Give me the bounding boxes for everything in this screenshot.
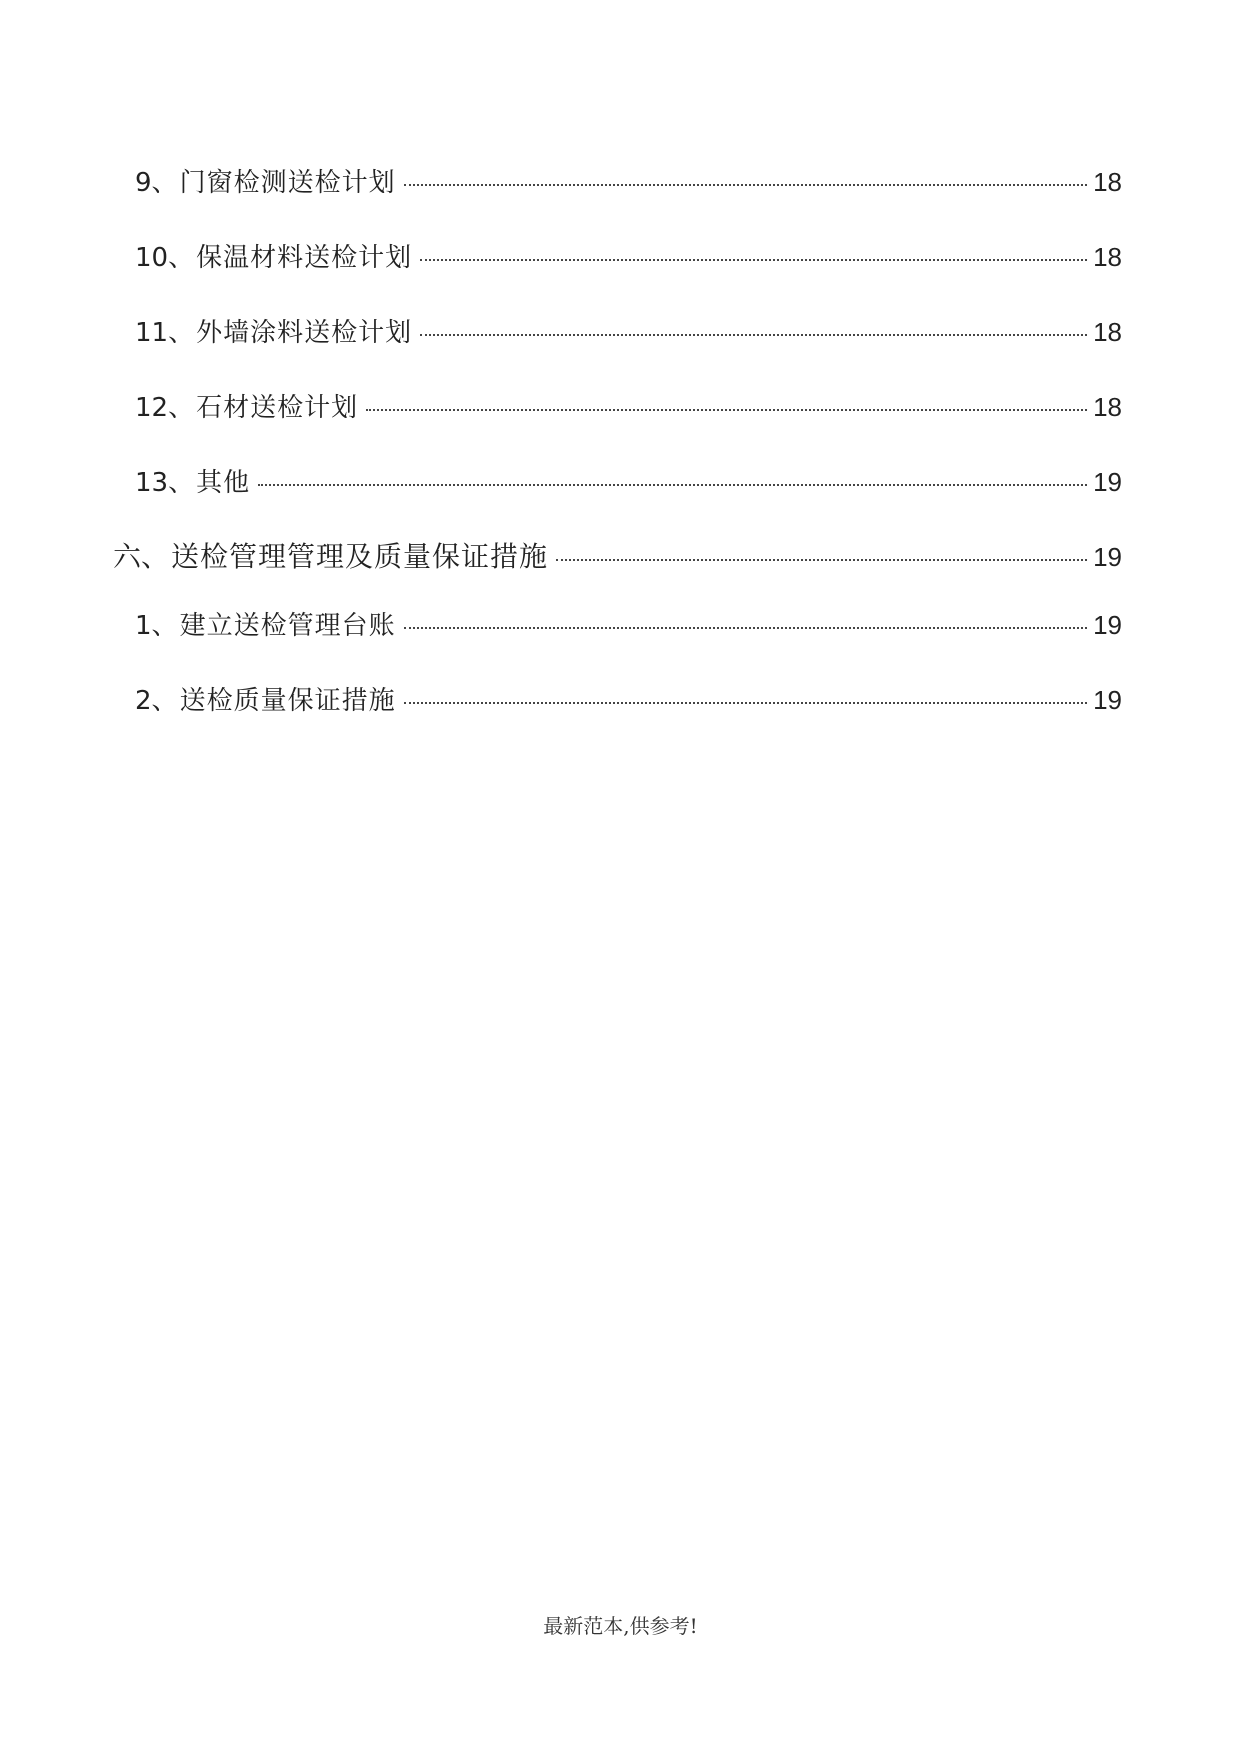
toc-entry-separator: 、 bbox=[168, 468, 195, 498]
toc-entry-11[interactable] bbox=[135, 312, 1122, 349]
toc-dot-leader bbox=[556, 559, 1087, 561]
toc-entry-number: 9 bbox=[135, 168, 152, 198]
toc-entry-6-1[interactable] bbox=[135, 605, 1122, 642]
toc-entry-number: 13 bbox=[135, 468, 169, 498]
toc-dot-leader bbox=[258, 484, 1087, 486]
toc-entry-title: 送检质量保证措施 bbox=[179, 686, 396, 716]
toc-entry-title: 外墙涂料送检计划 bbox=[196, 318, 413, 348]
toc-entry-page: 18 bbox=[1093, 242, 1122, 272]
toc-entry-number: 12 bbox=[135, 393, 169, 423]
toc-dot-leader bbox=[404, 702, 1088, 704]
toc-entry-10[interactable] bbox=[135, 237, 1122, 274]
toc-entry-12[interactable] bbox=[135, 387, 1122, 424]
toc-entry-page: 19 bbox=[1093, 685, 1122, 715]
toc-entry-page: 19 bbox=[1093, 542, 1122, 572]
toc-entry-separator: 、 bbox=[141, 540, 170, 573]
page-footer: 最新范本,供参考! bbox=[543, 1614, 698, 1638]
toc-entry-13[interactable] bbox=[135, 462, 1122, 499]
toc-dot-leader bbox=[404, 627, 1088, 629]
toc-entry-number: 2 bbox=[135, 686, 152, 716]
toc-entry-title: 门窗检测送检计划 bbox=[179, 168, 396, 198]
toc-entry-separator: 、 bbox=[168, 243, 195, 273]
toc-entry-separator: 、 bbox=[151, 611, 178, 641]
toc-entry-page: 18 bbox=[1093, 392, 1122, 422]
toc-entry-title: 其他 bbox=[196, 468, 251, 498]
toc-entry-separator: 、 bbox=[151, 686, 178, 716]
toc-entry-title: 送检管理管理及质量保证措施 bbox=[171, 540, 549, 573]
toc-dot-leader bbox=[420, 334, 1087, 336]
toc-entry-separator: 、 bbox=[151, 168, 178, 198]
toc-entry-number: 1 bbox=[135, 611, 152, 641]
toc-entry-section-6[interactable] bbox=[113, 535, 1122, 575]
toc-entry-page: 18 bbox=[1093, 317, 1122, 347]
toc-entry-page: 18 bbox=[1093, 167, 1122, 197]
toc-entry-page: 19 bbox=[1093, 610, 1122, 640]
toc-entry-number: 六 bbox=[113, 540, 142, 573]
toc-dot-leader bbox=[420, 259, 1087, 261]
toc-entry-page: 19 bbox=[1093, 467, 1122, 497]
toc-entry-title: 建立送检管理台账 bbox=[179, 611, 396, 641]
toc-entry-6-2[interactable] bbox=[135, 680, 1122, 717]
toc-dot-leader bbox=[366, 409, 1087, 411]
toc-entry-separator: 、 bbox=[168, 318, 195, 348]
toc-entry-number: 10 bbox=[135, 243, 169, 273]
toc-entry-title: 石材送检计划 bbox=[196, 393, 359, 423]
toc-entry-number: 11 bbox=[135, 318, 169, 348]
toc-dot-leader bbox=[404, 184, 1088, 186]
toc-entry-title: 保温材料送检计划 bbox=[196, 243, 413, 273]
toc-entry-separator: 、 bbox=[168, 393, 195, 423]
toc-entry-9[interactable] bbox=[135, 162, 1122, 199]
